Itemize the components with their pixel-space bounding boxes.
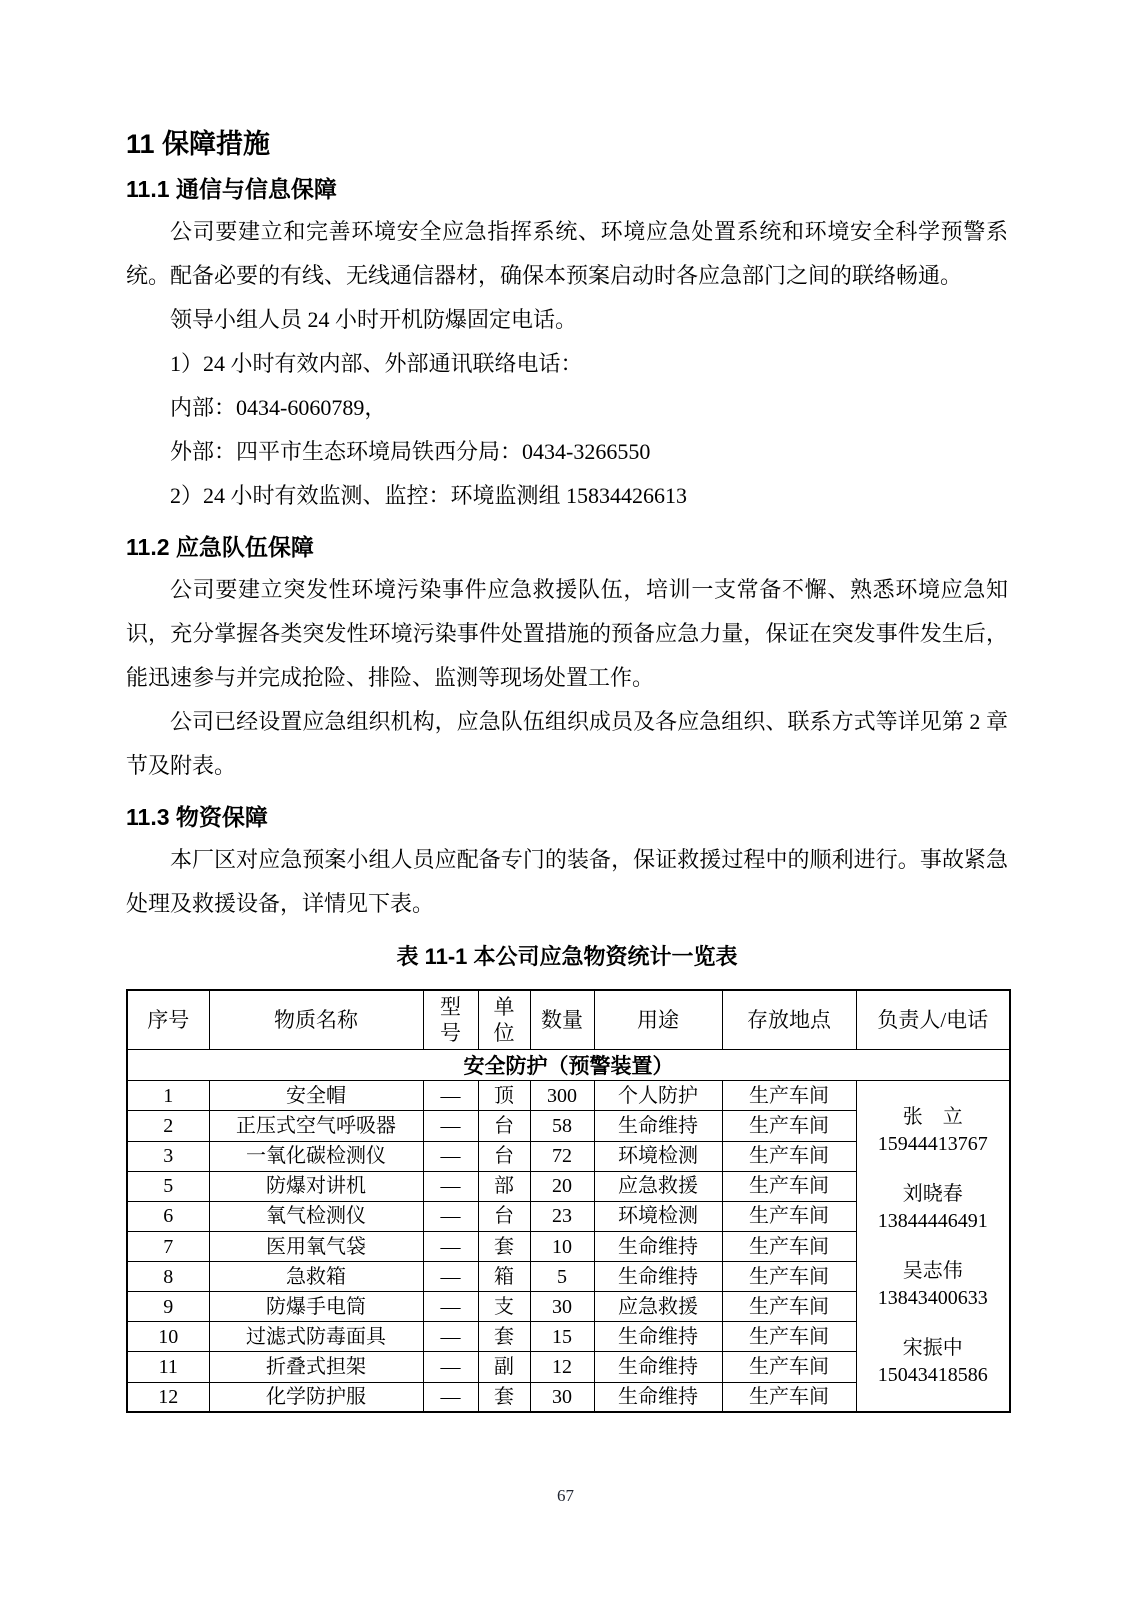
table-cell: 11 (127, 1352, 209, 1382)
table-cell: 氧气检测仪 (209, 1201, 423, 1231)
paragraph: 本厂区对应急预案小组人员应配备专门的装备，保证救援过程中的顺利进行。事故紧急处理及救援设备，详情见下表。 (126, 847, 1008, 917)
table-cell: 应急救援 (594, 1292, 722, 1322)
table-cell: 20 (530, 1171, 594, 1201)
chapter-heading: 11 保障措施 (126, 129, 271, 159)
table-cell: 过滤式防毒面具 (209, 1322, 423, 1352)
section-heading-11-2: 11.2 应急队伍保障 (126, 534, 314, 561)
table-cell: 套 (478, 1382, 530, 1412)
table-cell: 一氧化碳检测仪 (209, 1141, 423, 1171)
header-usage: 用途 (594, 990, 722, 1050)
contact-phone: 15043418586 (877, 1363, 988, 1386)
header-model-text: 型号 (439, 994, 461, 1046)
table-cell: 急救箱 (209, 1262, 423, 1292)
table-cell: 正压式空气呼吸器 (209, 1111, 423, 1141)
table-cell: — (423, 1201, 478, 1231)
paragraph: 公司要建立突发性环境污染事件应急救援队伍，培训一支常备不懈、熟悉环境应急知识，充分掌握各类突发性环境污染事件处置措施的预备应急力量，保证在突发事件发生后，能迅速参与并完成抢险、排险、监测等现场处置工作。 (126, 577, 1008, 691)
table-cell: 生产车间 (722, 1352, 856, 1382)
header-quantity: 数量 (530, 990, 594, 1050)
contact-phone: 15944413767 (877, 1133, 988, 1156)
table-cell: — (423, 1292, 478, 1322)
table-cell: 6 (127, 1201, 209, 1231)
table-cell: 生产车间 (722, 1081, 856, 1111)
table-cell: 生产车间 (722, 1171, 856, 1201)
table-cell: 生命维持 (594, 1352, 722, 1382)
table-cell: 生产车间 (722, 1322, 856, 1352)
contact-group (859, 1335, 1008, 1389)
table-cell: 生产车间 (722, 1262, 856, 1292)
header-material-name: 物质名称 (209, 990, 423, 1050)
table-cell: 台 (478, 1201, 530, 1231)
paragraph: 内部：0434-6060789， (170, 395, 387, 421)
table-cell: 环境检测 (594, 1201, 722, 1231)
table-cell: — (423, 1262, 478, 1292)
table-cell: 生命维持 (594, 1382, 722, 1412)
table-cell: 副 (478, 1352, 530, 1382)
table-cell: 个人防护 (594, 1081, 722, 1111)
table-cell: 7 (127, 1231, 209, 1261)
table-cell: — (423, 1382, 478, 1412)
table-cell: 9 (127, 1292, 209, 1322)
header-serial: 序号 (127, 990, 209, 1050)
table-cell: 化学防护服 (209, 1382, 423, 1412)
table-cell: 2 (127, 1111, 209, 1141)
table-cell: 生产车间 (722, 1141, 856, 1171)
table-cell: 生命维持 (594, 1111, 722, 1141)
contact-name: 刘晓春 (902, 1182, 963, 1205)
table-cell: 8 (127, 1262, 209, 1292)
table-cell: 15 (530, 1322, 594, 1352)
section-heading-11-1: 11.1 通信与信息保障 (126, 176, 337, 203)
table-cell: 生产车间 (722, 1201, 856, 1231)
table-cell: 30 (530, 1292, 594, 1322)
table-cell: 防爆对讲机 (209, 1171, 423, 1201)
paragraph: 公司要建立和完善环境安全应急指挥系统、环境应急处置系统和环境安全科学预警系统。配备必要的有线、无线通信器材，确保本预案启动时各应急部门之间的联络畅通。 (126, 219, 1008, 289)
table-cell: 10 (530, 1231, 594, 1261)
table-cell: — (423, 1322, 478, 1352)
table-cell: 58 (530, 1111, 594, 1141)
table-cell: 生产车间 (722, 1292, 856, 1322)
table-cell: 安全帽 (209, 1081, 423, 1111)
contact-name: 张 立 (902, 1106, 963, 1129)
table-cell: 生产车间 (722, 1382, 856, 1412)
table-cell: 12 (530, 1352, 594, 1382)
header-responsible-phone: 负责人/电话 (856, 990, 1010, 1050)
paragraph: 2）24 小时有效监测、监控：环境监测组 15834426613 (170, 483, 688, 509)
emergency-supplies-table (126, 989, 1011, 1414)
table-cell: 生命维持 (594, 1322, 722, 1352)
table-cell: 72 (530, 1141, 594, 1171)
contact-phone: 13843400633 (877, 1286, 988, 1309)
table-caption: 表 11-1 本公司应急物资统计一览表 (396, 944, 738, 970)
contact-group (859, 1258, 1008, 1312)
table-cell: — (423, 1081, 478, 1111)
table-cell: — (423, 1141, 478, 1171)
table-cell: 套 (478, 1322, 530, 1352)
table-section-label: 安全防护（预警装置） (127, 1050, 1010, 1081)
table-cell: — (423, 1231, 478, 1261)
table-cell: 3 (127, 1141, 209, 1171)
page-number: 67 (557, 1486, 574, 1505)
table-cell: 生产车间 (722, 1111, 856, 1141)
table-cell: 生产车间 (722, 1231, 856, 1261)
table-header (127, 990, 1010, 1050)
table-cell: 支 (478, 1292, 530, 1322)
table-cell: 台 (478, 1111, 530, 1141)
table-cell: 10 (127, 1322, 209, 1352)
header-unit (478, 990, 530, 1050)
table-cell: 生命维持 (594, 1262, 722, 1292)
header-storage-location: 存放地点 (722, 990, 856, 1050)
table-cell: 12 (127, 1382, 209, 1412)
contact-name: 吴志伟 (902, 1259, 963, 1282)
paragraph: 公司已经设置应急组织机构，应急队伍组织成员及各应急组织、联系方式等详见第 2 章节及附表。 (126, 709, 1008, 779)
table-cell: 顶 (478, 1081, 530, 1111)
contact-name: 宋振中 (902, 1336, 963, 1359)
table-cell: 部 (478, 1171, 530, 1201)
table-row (127, 1081, 1010, 1111)
contact-group (859, 1104, 1008, 1158)
table-cell: — (423, 1111, 478, 1141)
table-cell: 防爆手电筒 (209, 1292, 423, 1322)
table-cell: 30 (530, 1382, 594, 1412)
table-cell: 箱 (478, 1262, 530, 1292)
table-section-row (127, 1050, 1010, 1081)
paragraph: 领导小组人员 24 小时开机防爆固定电话。 (170, 307, 578, 333)
table-cell: 折叠式担架 (209, 1352, 423, 1382)
table-cell: 1 (127, 1081, 209, 1111)
contacts-cell (856, 1081, 1010, 1413)
header-unit-text: 单位 (493, 994, 515, 1046)
table-cell: 生命维持 (594, 1231, 722, 1261)
header-model (423, 990, 478, 1050)
table-cell: 23 (530, 1201, 594, 1231)
table-cell: 环境检测 (594, 1141, 722, 1171)
table-cell: 5 (127, 1171, 209, 1201)
table-cell: 5 (530, 1262, 594, 1292)
table-cell: 应急救援 (594, 1171, 722, 1201)
table-cell: 300 (530, 1081, 594, 1111)
paragraph: 外部：四平市生态环境局铁西分局：0434-3266550 (170, 439, 651, 465)
table-cell: 台 (478, 1141, 530, 1171)
table-cell: — (423, 1171, 478, 1201)
contact-group (859, 1181, 1008, 1235)
section-heading-11-3: 11.3 物资保障 (126, 804, 268, 831)
table-cell: 套 (478, 1231, 530, 1261)
contact-phone: 13844446491 (877, 1209, 988, 1232)
table-body (127, 1081, 1010, 1413)
paragraph: 1）24 小时有效内部、外部通讯联络电话： (170, 351, 583, 377)
table-cell: — (423, 1352, 478, 1382)
table-cell: 医用氧气袋 (209, 1231, 423, 1261)
